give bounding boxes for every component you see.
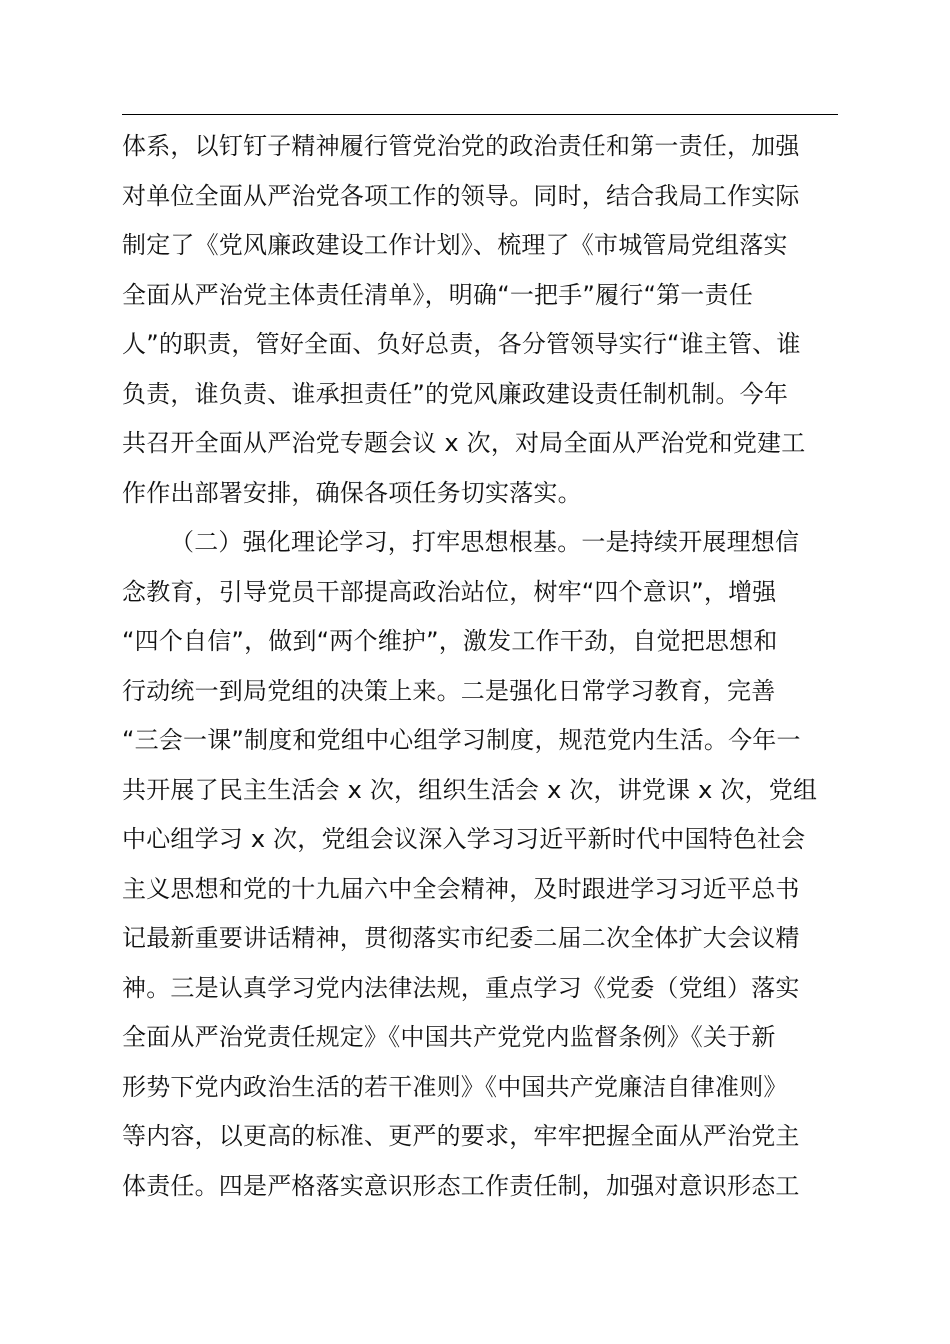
text-line: 作作出部署安排，确保各项任务切实落实。 [122,478,582,507]
text-line: 制定了《党风廉政建设工作计划》、梳理了《市城管局党组落实 [122,231,788,259]
text-line: 体系，以钉钉子精神履行管党治党的政治责任和第一责任，加强 [122,132,800,160]
text-line: 共开展了民主生活会 x 次，组织生活会 x 次，讲党课 x 次，党组 [122,775,818,804]
text-line: 体责任。四是严格落实意识形态工作责任制，加强对意识形态工 [122,1171,800,1200]
text-line: 主义思想和党的十九届六中全会精神，及时跟进学习习近平总书 [122,874,800,903]
text-line: 全面从严治党主体责任清单》，明确“一把手”履行“第一责任 [122,280,753,309]
text-line: “三会一课”制度和党组中心组学习制度，规范党内生活。今年一 [122,726,801,754]
text-line: 中心组学习 x 次，党组会议深入学习习近平新时代中国特色社会 [122,825,806,853]
text-line: “四个自信”，做到“两个维护”，激发工作干劲，自觉把思想和 [122,627,778,655]
text-line: 念教育，引导党员干部提高政治站位，树牢“四个意识”，增强 [122,577,777,606]
text-line: 对单位全面从严治党各项工作的领导。同时，结合我局工作实际 [122,181,800,210]
text-line: 人”的职责，管好全面、负好总责，各分管领导实行“谁主管、谁 [122,330,801,358]
text-line: 神。三是认真学习党内法律法规，重点学习《党委（党组）落实 [122,973,800,1002]
text-line: 全面从严治党责任规定》《中国共产党党内监督条例》《关于新 [122,1023,776,1051]
text-line: 负责，谁负责、谁承担责任”的党风廉政建设责任制机制。今年 [122,379,789,408]
text-line: 记最新重要讲话精神，贯彻落实市纪委二届二次全体扩大会议精 [122,924,800,952]
body-text [122,122,838,1211]
text-line: 形势下党内政治生活的若干准则》《中国共产党廉洁自律准则》 [122,1072,788,1101]
text-line: 共召开全面从严治党专题会议 x 次，对局全面从严治党和党建工 [122,429,806,457]
section-heading-line: （二）强化理论学习，打牢思想根基。一是持续开展理想信 [170,528,800,556]
header-rule [122,114,838,115]
text-line: 行动统一到局党组的决策上来。二是强化日常学习教育，完善 [122,676,776,705]
text-line: 等内容，以更高的标准、更严的要求，牢牢把握全面从严治党主 [122,1122,800,1150]
